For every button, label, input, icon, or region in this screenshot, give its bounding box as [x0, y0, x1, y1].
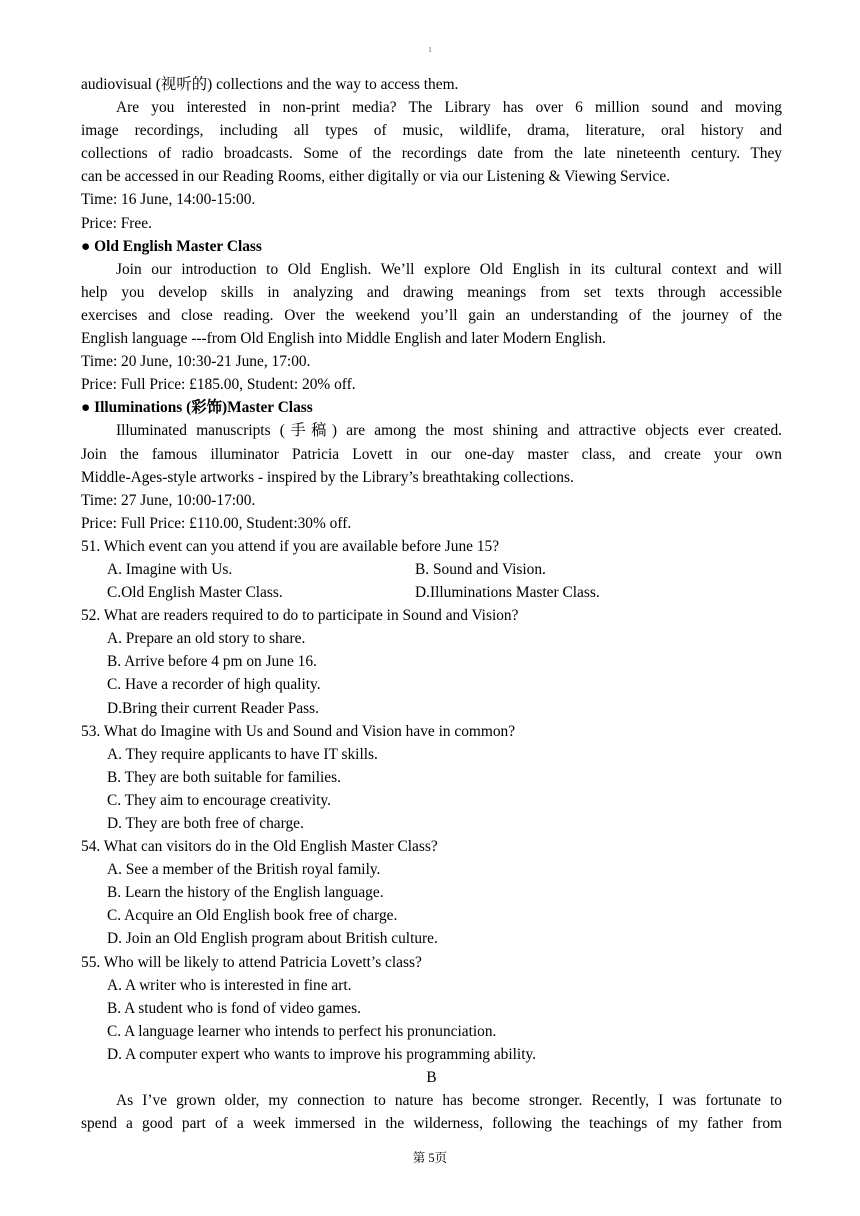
question-stem: 54. What can visitors do in the Old English Master Class? [81, 838, 438, 856]
option-row [81, 558, 782, 581]
event-heading: ● Old English Master Class [81, 237, 262, 255]
event-price: Price: Free. [81, 214, 152, 232]
paragraph-line: can be accessed in our Reading Rooms, either digitally or via our Listening & Viewing Service. [81, 168, 671, 186]
option-c: C.Old English Master Class. [107, 584, 283, 602]
option-b: B. Learn the history of the English language. [107, 884, 384, 902]
question-stem: 51. Which event can you attend if you are available before June 15? [81, 537, 500, 555]
option-a: A. Imagine with Us. [107, 560, 233, 578]
option-a: A. They require applicants to have IT skills. [107, 745, 378, 763]
paragraph-line: collections of radio broadcasts. Some of the recordings date from the late nineteenth century. They [81, 145, 782, 163]
option-row [81, 581, 782, 604]
paragraph-line: spend a good part of a week immersed in the wilderness, following the teachings of my father from [81, 1115, 782, 1133]
paragraph-line: Join the famous illuminator Patricia Lovett in our one-day master class, and create your own [81, 445, 782, 463]
option-b: B. Sound and Vision. [415, 560, 546, 578]
page-number-footer: 第 5页 [412, 1151, 448, 1165]
event-heading: ● Illuminations (彩饰)Master Class [81, 399, 313, 417]
option-b: B. They are both suitable for families. [107, 768, 341, 786]
paragraph-line: audiovisual (视听的) collections and the way to access them. [81, 76, 459, 93]
option-b: B. A student who is fond of video games. [107, 999, 361, 1017]
option-c: C. Acquire an Old English book free of charge. [107, 907, 398, 925]
option-d: D.Illuminations Master Class. [415, 584, 600, 602]
event-price: Price: Full Price: £110.00, Student:30% off. [81, 514, 352, 532]
question-stem: 53. What do Imagine with Us and Sound and Vision have in common? [81, 722, 516, 740]
paragraph-line: English language ---from Old English into Middle English and later Modern English. [81, 330, 606, 348]
option-c: C. Have a recorder of high quality. [107, 676, 321, 694]
event-time: Time: 16 June, 14:00-15:00. [81, 191, 256, 209]
option-c: C. A language learner who intends to perfect his pronunciation. [107, 1022, 497, 1040]
question-stem: 55. Who will be likely to attend Patricia Lovett’s class? [81, 953, 422, 971]
option-d: D. They are both free of charge. [107, 815, 304, 832]
option-a: A. Prepare an old story to share. [107, 630, 306, 648]
event-price: Price: Full Price: £185.00, Student: 20% off. [81, 376, 356, 394]
section-heading: B [426, 1069, 437, 1087]
paragraph-line: exercises and close reading. Over the weekend you’ll gain an understanding of the journey of the [81, 306, 782, 324]
option-d: D.Bring their current Reader Pass. [107, 699, 319, 717]
option-d: D. A computer expert who wants to improve his programming ability. [107, 1045, 537, 1063]
paragraph-line: help you develop skills in analyzing and drawing meanings from set texts through accessible [81, 283, 782, 301]
paragraph-line: As I’ve grown older, my connection to nature has become stronger. Recently, I was fortunate to [116, 1092, 782, 1110]
event-time: Time: 27 June, 10:00-17:00. [81, 491, 256, 509]
event-time: Time: 20 June, 10:30-21 June, 17:00. [81, 353, 311, 371]
option-a: A. See a member of the British royal family. [107, 861, 381, 879]
paragraph-line: Are you interested in non-print media? The Library has over 6 million sound and moving [116, 99, 782, 117]
option-a: A. A writer who is interested in fine art. [107, 976, 352, 994]
page-content [81, 73, 782, 1135]
paragraph-line: Illuminated manuscripts (手稿) are among the most shining and attractive objects ever created. [116, 422, 782, 440]
page-header-mark: 1 [428, 46, 432, 54]
option-b: B. Arrive before 4 pm on June 16. [107, 653, 317, 671]
question-stem: 52. What are readers required to do to participate in Sound and Vision? [81, 607, 519, 625]
option-d: D. Join an Old English program about British culture. [107, 930, 438, 948]
paragraph-line: Middle-Ages-style artworks - inspired by the Library’s breathtaking collections. [81, 468, 574, 486]
paragraph-line: Join our introduction to Old English. We’ll explore Old English in its cultural context and will [116, 260, 782, 278]
paragraph-line: image recordings, including all types of music, wildlife, drama, literature, oral history and [81, 122, 782, 140]
option-c: C. They aim to encourage creativity. [107, 791, 331, 809]
